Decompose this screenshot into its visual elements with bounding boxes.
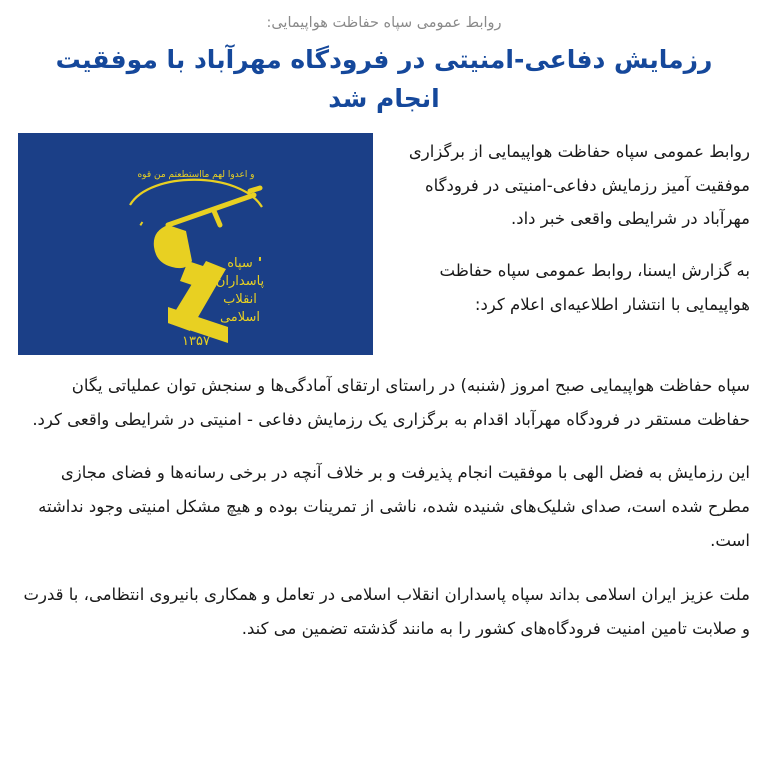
svg-text:انقلاب: انقلاب (223, 291, 257, 307)
svg-text:اسلامی: اسلامی (219, 309, 261, 325)
svg-text:۱۳۵۷: ۱۳۵۷ (182, 333, 210, 349)
article-body (18, 369, 750, 646)
page-title: رزمایش دفاعی-امنیتی در فرودگاه مهرآباد با موفقیت انجام شد (55, 45, 713, 113)
lead-paragraph-2: به گزارش ایسنا، روابط عمومی سپاه حفاظت هواپیمایی با انتشار اطلاعیه‌ای اعلام کرد: (439, 261, 750, 314)
svg-text:و اعدوا لهم مااستطعتم من قوه: و اعدوا لهم مااستطعتم من قوه (137, 169, 255, 180)
article-image (18, 133, 373, 355)
svg-text:سپاه: سپاه (227, 255, 253, 271)
body-paragraph-2: این رزمایش به فضل الهی با موفقیت انجام پذیرفت و بر خلاف آنچه در برخی رسانه‌ها و فضای مجازی مطرح شده است، صدای شلیک‌های شنیده شده، ناشی از تمرینات بوده و هیچ مشکل امنیتی وجود نداشته است. (38, 463, 750, 550)
lead-block (18, 133, 750, 355)
body-paragraph-3: ملت عزیز ایران اسلامی بداند سپاه پاسداران انقلاب اسلامی در تعامل و همکاری بانیروی انتظامی، با قدرت و صلابت تامین امنیت فرودگاه‌های کشور را به مانند گذشته تضمین می کند. (23, 584, 750, 638)
lead-text (391, 133, 750, 340)
article-kicker: روابط عمومی سپاه حفاظت هواپیمایی: (266, 15, 502, 31)
body-paragraph-1: سپاه حفاظت هواپیمایی صبح امروز (شنبه) در راستای ارتقای آمادگی‌ها و سنجش توان عملیاتی یگان حفاظت مستقر در فرودگاه مهرآباد اقدام به برگزاری یک رزمایش دفاعی - امنیتی در شرایطی واقعی کرد. (32, 375, 750, 429)
svg-text:پاسداران: پاسداران (215, 273, 265, 289)
lead-paragraph-1: روابط عمومی سپاه حفاظت هواپیمایی از برگزاری موفقیت آمیز رزمایش دفاعی-امنیتی در فرودگاه مهرآباد در شرایطی واقعی خبر داد. (408, 141, 750, 229)
